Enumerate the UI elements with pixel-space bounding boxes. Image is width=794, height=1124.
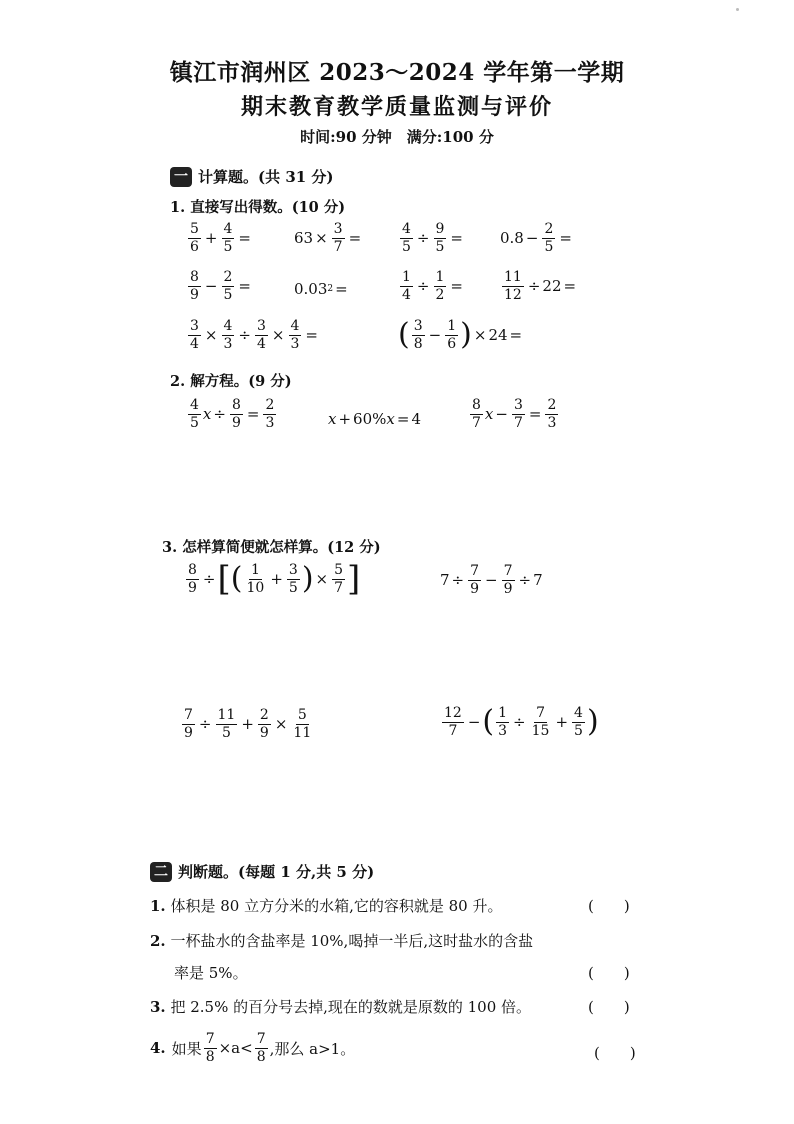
section-1-header xyxy=(170,166,334,187)
section-1-label: 计算题。(共 31 分) xyxy=(198,168,334,186)
exam-title: 镇江市润州区 2023～2024 学年第一学期 xyxy=(169,59,625,86)
calc-item: 63 × $\frac{3}{7}$ = xyxy=(294,221,362,255)
question-2-number: 2. xyxy=(170,373,186,390)
question-1 xyxy=(170,196,345,217)
answer-paren[interactable]: ( ) xyxy=(588,998,630,1016)
section-2-header xyxy=(150,861,374,882)
calc-item: $\frac{5}{6}$ + $\frac{4}{5}$ = xyxy=(190,221,251,255)
simplify-item: $\frac{12}{7}$ − ( $\frac{1}{3}$ ÷ $\frac{7}{15}$ + $\frac{4}{5}$ ) xyxy=(444,704,599,740)
answer-paren[interactable]: ( ) xyxy=(594,1044,636,1062)
simplify-item: 7 ÷ $\frac{7}{9}$ − $\frac{7}{9}$ ÷ 7 xyxy=(440,563,543,597)
question-3-text: 怎样算简便就怎样算。(12 分) xyxy=(182,539,381,556)
simplify-item: $\frac{8}{9}$ ÷ [ ( $\frac{1}{10}$ + $\frac{3}{5}$ ) × $\frac{5}{7}$ ] xyxy=(188,559,361,599)
section-2-badge: 二 xyxy=(150,862,172,882)
answer-paren[interactable]: ( ) xyxy=(588,964,630,982)
exam-meta: 时间:90 分钟 满分:100 分 xyxy=(300,128,494,146)
calc-item: ( $\frac{3}{8}$ − $\frac{1}{6}$ ) × 24 = xyxy=(398,317,523,353)
exam-subtitle: 期末教育教学质量监测与评价 xyxy=(240,94,553,120)
answer-paren[interactable]: ( ) xyxy=(588,897,630,915)
question-1-text: 直接写出得数。(10 分) xyxy=(190,199,346,216)
judge-item: 1. 体积是 80 立方分米的水箱,它的容积就是 80 升。 xyxy=(150,897,503,915)
judge-item: 3. 把 2.5% 的百分号去掉,现在的数就是原数的 100 倍。 xyxy=(150,998,532,1016)
judge-item: 2. 一杯盐水的含盐率是 10%,喝掉一半后,这时盐水的含盐 xyxy=(150,932,534,950)
calc-item: $\frac{11}{12}$ ÷ 22 = xyxy=(504,269,577,303)
equation: x + 60% x = 4 xyxy=(328,410,421,428)
equation: $\frac{4}{5}$ x ÷ $\frac{8}{9}$ = $\frac{2}{3}$ xyxy=(190,397,275,431)
question-2 xyxy=(170,370,292,391)
simplify-item: $\frac{7}{9}$ ÷ $\frac{11}{5}$ + $\frac{2}{9}$ × $\frac{5}{11}$ xyxy=(184,707,312,741)
calc-item: 0.03 2 = xyxy=(294,280,348,298)
calc-item: $\frac{8}{9}$ − $\frac{2}{5}$ = xyxy=(190,269,251,303)
calc-item: $\frac{4}{5}$ ÷ $\frac{9}{5}$ = xyxy=(402,221,463,255)
scan-speck xyxy=(736,8,739,11)
judge-item: 4. 如果 $\frac{7}{8}$ ×a< $\frac{7}{8}$ ,那么 a>1。 xyxy=(150,1031,356,1065)
calc-item: $\frac{3}{4}$ × $\frac{4}{3}$ ÷ $\frac{3}{4}$ × $\frac{4}{3}$ = xyxy=(190,318,318,352)
judge-item-continued: 率是 5%。 xyxy=(174,964,248,982)
section-1-badge: 一 xyxy=(170,167,192,187)
question-2-text: 解方程。(9 分) xyxy=(190,373,292,390)
section-2-label: 判断题。(每题 1 分,共 5 分) xyxy=(178,863,375,881)
question-3-number: 3. xyxy=(162,539,178,556)
question-3 xyxy=(162,536,381,557)
equation: $\frac{8}{7}$ x − $\frac{3}{7}$ = $\frac{2}{3}$ xyxy=(472,397,557,431)
question-1-number: 1. xyxy=(170,199,186,216)
calc-item: $\frac{1}{4}$ ÷ $\frac{1}{2}$ = xyxy=(402,269,463,303)
calc-item: 0.8 − $\frac{2}{5}$ = xyxy=(500,221,572,255)
square-exponent: 2 xyxy=(327,284,334,294)
